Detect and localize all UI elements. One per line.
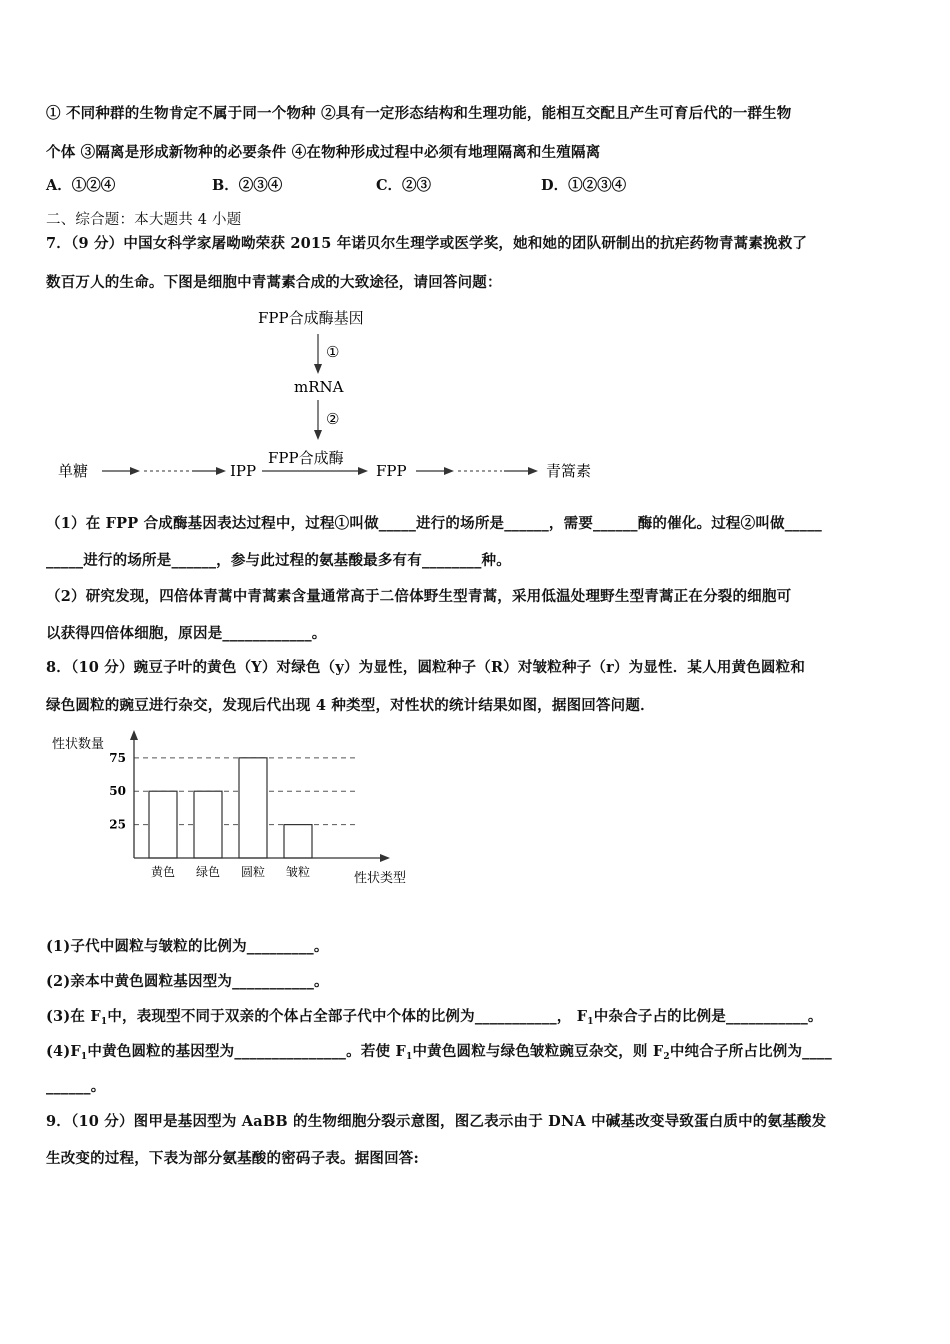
- q8-sub3-part-a: (3)在 F: [46, 1008, 101, 1025]
- q8-sub4-subscript-3: 2: [663, 1052, 670, 1062]
- y-axis-arrow: [130, 730, 138, 740]
- x-axis-label: 性状类型: [354, 871, 407, 886]
- q8-sub4-part-a: (4)F: [46, 1043, 81, 1060]
- y-tick-label: 50: [109, 784, 126, 799]
- x-tick-label: 皱粒: [285, 865, 311, 879]
- q7-sub2-line1: （2）研究发现，四倍体青蒿中青蒿素含量通常高于二倍体野生型青蒿，采用低温处理野生型青蒿正在分裂的细胞可: [46, 588, 792, 605]
- x-axis-arrow: [380, 854, 390, 862]
- q7-sub1-line1: （1）在 FPP 合成酶基因表达过程中，过程①叫做_____进行的场所是______，需要______酶的催化。过程②叫做_____: [46, 515, 822, 532]
- diagram-enzyme-label: FPP合成酶: [268, 449, 344, 467]
- diagram-step1-label: ①: [326, 343, 340, 361]
- q8-sub4-line2: ______。: [46, 1078, 106, 1095]
- q8-sub4-part-d: 中纯合子所占比例为____: [669, 1043, 832, 1060]
- q6-option-c: C．②③: [376, 177, 432, 194]
- q7-sub1-line2: _____进行的场所是______，参与此过程的氨基酸最多有有________种。: [46, 552, 511, 569]
- q8-sub1: (1)子代中圆粒与皱粒的比例为_________。: [46, 938, 329, 955]
- q7-stem-line2: 数百万人的生命。下图是细胞中青蒿素合成的大致途径，请回答问题：: [46, 274, 502, 291]
- q8-sub4-part-c: 中黄色圆粒与绿色皱粒豌豆杂交，则 F: [412, 1043, 664, 1060]
- diagram-ipp-label: IPP: [230, 462, 257, 480]
- q6-statement-line1: ① 不同种群的生物肯定不属于同一个物种 ②具有一定形态结构和生理功能，能相互交配且产生可育后代的一群生物: [46, 105, 792, 122]
- q6-option-a: A．①②④: [46, 177, 116, 194]
- diagram-step2-label: ②: [326, 410, 340, 428]
- bar-黄色: [149, 791, 177, 858]
- q8-sub4-subscript-2: 1: [405, 1052, 413, 1062]
- q8-sub4-part-b: 中黄色圆粒的基因型为_______________。若使 F: [87, 1043, 406, 1060]
- q8-sub3-subscript-1: 1: [100, 1017, 108, 1027]
- section-heading: 二、综合题：本大题共 4 小题: [46, 212, 242, 228]
- diagram-gene-label: FPP合成酶基因: [258, 309, 364, 327]
- q8-sub3: [46, 1005, 823, 1026]
- q7-sub2-line2: 以获得四倍体细胞，原因是____________。: [46, 625, 327, 642]
- q9-stem-line1: 9．（10 分）图甲是基因型为 AaBB 的生物细胞分裂示意图，图乙表示由于 DNA 中碱基改变导致蛋白质中的氨基酸发: [46, 1113, 827, 1130]
- q7-stem-line1: 7．（9 分）中国女科学家屠呦呦荣获 2015 年诺贝尔生理学或医学奖，她和她的团队研制出的抗疟药物青蒿素挽救了: [46, 235, 808, 252]
- diagram-mrna-label: mRNA: [294, 378, 344, 396]
- q8-sub4-subscript-1: 1: [80, 1052, 88, 1062]
- y-axis-label: 性状数量: [52, 737, 105, 752]
- q8-sub2: (2)亲本中黄色圆粒基因型为___________。: [46, 973, 329, 990]
- q7-pathway-diagram: [40, 300, 620, 495]
- x-tick-label: 黄色: [150, 865, 176, 879]
- bar-绿色: [194, 791, 222, 858]
- q8-sub3-part-b: 中，表现型不同于双亲的个体占全部子代中个体的比例为___________， F: [107, 1008, 588, 1025]
- q6-option-d: D．①②③④: [541, 177, 627, 194]
- q6-option-b: B．②③④: [212, 177, 283, 194]
- q6-statement-line2: 个体 ③隔离是形成新物种的必要条件 ④在物种形成过程中必须有地理隔离和生殖隔离: [46, 144, 601, 161]
- bar-皱粒: [284, 825, 312, 858]
- q8-sub4: [46, 1040, 832, 1061]
- q9-stem-line2: 生改变的过程，下表为部分氨基酸的密码子表。据图回答:: [46, 1150, 420, 1167]
- q8-sub3-subscript-2: 1: [587, 1017, 594, 1027]
- x-tick-label: 绿色: [195, 865, 221, 879]
- bar-圆粒: [239, 758, 267, 858]
- q8-stem-line2: 绿色圆粒的豌豆进行杂交，发现后代出现 4 种类型，对性状的统计结果如图，据图回答问题．: [46, 697, 655, 714]
- diagram-fpp-label: FPP: [376, 462, 407, 480]
- diagram-product-label: 青篙素: [546, 462, 592, 480]
- q8-sub3-part-c: 中杂合子占的比例是___________。: [593, 1008, 823, 1025]
- q8-bar-chart: [46, 726, 426, 896]
- diagram-sugar-label: 单糖: [58, 462, 89, 480]
- q8-stem-line1: 8．（10 分）豌豆子叶的黄色（Y）对绿色（y）为显性，圆粒种子（R）对皱粒种子（r）为显性．某人用黄色圆粒和: [46, 659, 806, 676]
- y-tick-label: 75: [109, 750, 126, 765]
- x-tick-label: 圆粒: [240, 865, 266, 879]
- y-tick-label: 25: [109, 817, 126, 832]
